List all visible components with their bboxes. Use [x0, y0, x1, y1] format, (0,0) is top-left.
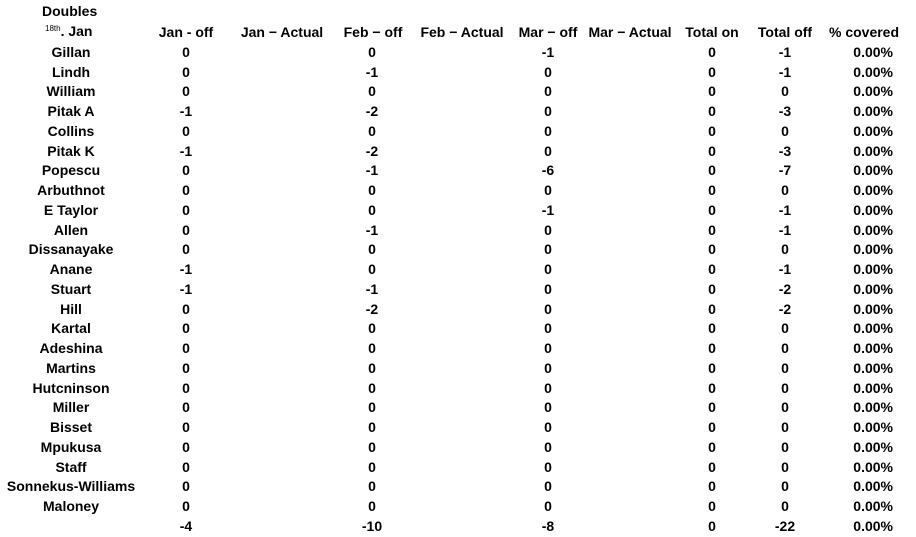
- row-name: Dissanayake: [28, 241, 114, 257]
- table-row-cell-jan-off: 0: [182, 478, 190, 494]
- table-row-cell-total-on: 0: [708, 44, 716, 60]
- table-row-cell-jan-off: 0: [182, 399, 190, 415]
- totals-row-cell-total-off: -22: [774, 518, 796, 534]
- table-row-cell-total-off: 0: [781, 399, 789, 415]
- table-row-cell-total-on: 0: [708, 64, 716, 80]
- table-row-cell-total-on: 0: [708, 182, 716, 198]
- table-row-cell-total-off: -3: [778, 143, 792, 159]
- table-row-cell-mar-off: 0: [544, 399, 552, 415]
- row-name: Gillan: [51, 44, 91, 60]
- column-header: Feb − Actual: [420, 24, 504, 40]
- table-row-cell-total-on: 0: [708, 162, 716, 178]
- totals-row-cell-jan-off: -4: [179, 518, 193, 534]
- table-row-cell-jan-off: 0: [182, 182, 190, 198]
- table-row-cell-covered: 0.00%: [853, 459, 893, 475]
- row-name: Lindh: [51, 64, 91, 80]
- table-row-cell-jan-off: -1: [179, 261, 193, 277]
- table-row-cell-covered: 0.00%: [853, 202, 893, 218]
- row-name: Mpukusa: [40, 439, 102, 455]
- table-row-cell-mar-off: 0: [544, 261, 552, 277]
- table-row-cell-covered: 0.00%: [853, 320, 893, 336]
- table-row-cell-jan-off: -1: [179, 103, 193, 119]
- table-row-cell-jan-off: 0: [182, 44, 190, 60]
- table-row-cell-total-off: -3: [778, 103, 792, 119]
- row-name: Hill: [60, 301, 82, 317]
- column-header: Total off: [757, 24, 813, 40]
- row-name: Anane: [49, 261, 93, 277]
- row-name: Pitak A: [47, 103, 95, 119]
- table-row-cell-jan-off: 0: [182, 360, 190, 376]
- table-row-cell-mar-off: -1: [541, 202, 555, 218]
- row-name: Adeshina: [39, 340, 103, 356]
- table-row-cell-jan-off: 0: [182, 340, 190, 356]
- table-row-cell-mar-off: 0: [544, 143, 552, 159]
- table-row-cell-total-on: 0: [708, 439, 716, 455]
- table-row-cell-total-off: 0: [781, 380, 789, 396]
- row-name: Hutcninson: [32, 380, 110, 396]
- table-row-cell-covered: 0.00%: [853, 162, 893, 178]
- table-row-cell-covered: 0.00%: [853, 478, 893, 494]
- table-row-cell-total-off: -1: [778, 44, 792, 60]
- totals-row-cell-total-on: 0: [708, 518, 716, 534]
- column-header: Jan − Actual: [240, 24, 324, 40]
- table-row-cell-mar-off: 0: [544, 478, 552, 494]
- row-name: Martins: [46, 360, 96, 376]
- table-row-cell-total-off: -2: [778, 281, 792, 297]
- table-row-cell-jan-off: 0: [182, 459, 190, 475]
- table-row-cell-total-off: 0: [781, 459, 789, 475]
- table-row-cell-mar-off: 0: [544, 301, 552, 317]
- table-row-cell-total-on: 0: [708, 360, 716, 376]
- table-row-cell-feb-off: -1: [365, 162, 379, 178]
- table-row-cell-feb-off: 0: [368, 478, 376, 494]
- column-header: Mar − off: [518, 24, 578, 40]
- table-row-cell-total-on: 0: [708, 83, 716, 99]
- table-row-cell-feb-off: 0: [368, 182, 376, 198]
- table-row-cell-total-on: 0: [708, 498, 716, 514]
- table-row-cell-covered: 0.00%: [853, 83, 893, 99]
- totals-row-cell-feb-off: -10: [361, 518, 383, 534]
- table-row-cell-total-off: 0: [781, 182, 789, 198]
- row-name: Kartal: [51, 320, 91, 336]
- column-header: Feb − off: [343, 24, 403, 40]
- table-row-cell-total-off: -1: [778, 202, 792, 218]
- table-row-cell-covered: 0.00%: [853, 281, 893, 297]
- table-row-cell-total-off: 0: [781, 478, 789, 494]
- table-row-cell-jan-off: 0: [182, 419, 190, 435]
- table-row-cell-feb-off: 0: [368, 340, 376, 356]
- table-row-cell-covered: 0.00%: [853, 182, 893, 198]
- table-row-cell-feb-off: 0: [368, 399, 376, 415]
- table-row-cell-total-on: 0: [708, 123, 716, 139]
- table-row-cell-feb-off: 0: [368, 360, 376, 376]
- table-row-cell-feb-off: 0: [368, 459, 376, 475]
- table-row-cell-jan-off: 0: [182, 222, 190, 238]
- table-row-cell-feb-off: -2: [365, 103, 379, 119]
- table-row-cell-total-off: -1: [778, 64, 792, 80]
- table-row-cell-total-off: 0: [781, 123, 789, 139]
- table-row-cell-mar-off: 0: [544, 64, 552, 80]
- table-row-cell-jan-off: -1: [179, 143, 193, 159]
- table-row-cell-covered: 0.00%: [853, 103, 893, 119]
- table-row-cell-total-off: -7: [778, 162, 792, 178]
- table-row-cell-jan-off: 0: [182, 83, 190, 99]
- table-row-cell-feb-off: 0: [368, 320, 376, 336]
- table-row-cell-jan-off: 0: [182, 241, 190, 257]
- table-row-cell-total-on: 0: [708, 281, 716, 297]
- table-row-cell-mar-off: 0: [544, 340, 552, 356]
- table-row-cell-covered: 0.00%: [853, 64, 893, 80]
- table-row-cell-total-on: 0: [708, 320, 716, 336]
- sheet-subtitle: [45, 23, 92, 39]
- table-row-cell-feb-off: 0: [368, 202, 376, 218]
- table-row-cell-mar-off: -1: [541, 44, 555, 60]
- table-row-cell-covered: 0.00%: [853, 261, 893, 277]
- table-row-cell-total-off: 0: [781, 83, 789, 99]
- table-row-cell-jan-off: 0: [182, 439, 190, 455]
- table-row-cell-feb-off: -2: [365, 301, 379, 317]
- table-row-cell-total-on: 0: [708, 340, 716, 356]
- table-row-cell-total-on: 0: [708, 478, 716, 494]
- table-row-cell-jan-off: 0: [182, 64, 190, 80]
- table-row-cell-mar-off: 0: [544, 83, 552, 99]
- totals-row-cell-covered: 0.00%: [853, 518, 893, 534]
- row-name: Arbuthnot: [37, 182, 105, 198]
- table-row-cell-covered: 0.00%: [853, 399, 893, 415]
- table-row-cell-total-on: 0: [708, 143, 716, 159]
- row-name: Stuart: [50, 281, 92, 297]
- table-row-cell-feb-off: -2: [365, 143, 379, 159]
- table-row-cell-mar-off: 0: [544, 182, 552, 198]
- table-row-cell-feb-off: -1: [365, 222, 379, 238]
- table-row-cell-mar-off: 0: [544, 360, 552, 376]
- table-row-cell-feb-off: 0: [368, 498, 376, 514]
- table-row-cell-mar-off: 0: [544, 281, 552, 297]
- table-row-cell-total-off: -2: [778, 301, 792, 317]
- table-row-cell-mar-off: 0: [544, 498, 552, 514]
- table-row-cell-covered: 0.00%: [853, 340, 893, 356]
- table-row-cell-total-on: 0: [708, 301, 716, 317]
- table-row-cell-jan-off: 0: [182, 320, 190, 336]
- table-row-cell-mar-off: 0: [544, 459, 552, 475]
- table-row-cell-covered: 0.00%: [853, 380, 893, 396]
- table-row-cell-covered: 0.00%: [853, 301, 893, 317]
- row-name: E Taylor: [43, 202, 99, 218]
- table-row-cell-total-off: 0: [781, 241, 789, 257]
- table-row-cell-jan-off: -1: [179, 281, 193, 297]
- table-row-cell-total-on: 0: [708, 459, 716, 475]
- table-row-cell-covered: 0.00%: [853, 123, 893, 139]
- row-name: Bisset: [49, 419, 93, 435]
- table-row-cell-mar-off: 0: [544, 123, 552, 139]
- column-header: Jan - off: [158, 24, 214, 40]
- sheet-subtitle-sup: 18th: [45, 24, 61, 33]
- table-row-cell-jan-off: 0: [182, 498, 190, 514]
- row-name: Popescu: [41, 162, 101, 178]
- row-name: William: [46, 83, 96, 99]
- table-row-cell-covered: 0.00%: [853, 143, 893, 159]
- table-row-cell-total-off: 0: [781, 320, 789, 336]
- table-row-cell-covered: 0.00%: [853, 498, 893, 514]
- table-row-cell-total-on: 0: [708, 380, 716, 396]
- row-name: Sonnekus-Williams: [6, 478, 136, 494]
- table-row-cell-mar-off: 0: [544, 439, 552, 455]
- table-row-cell-total-off: -1: [778, 222, 792, 238]
- table-row-cell-covered: 0.00%: [853, 222, 893, 238]
- table-row-cell-jan-off: 0: [182, 380, 190, 396]
- table-row-cell-mar-off: 0: [544, 419, 552, 435]
- table-row-cell-feb-off: 0: [368, 123, 376, 139]
- row-name: Staff: [55, 459, 87, 475]
- table-row-cell-feb-off: 0: [368, 44, 376, 60]
- table-row-cell-mar-off: 0: [544, 320, 552, 336]
- table-row-cell-covered: 0.00%: [853, 419, 893, 435]
- table-row-cell-total-on: 0: [708, 419, 716, 435]
- table-row-cell-feb-off: 0: [368, 83, 376, 99]
- sheet-subtitle-text: . Jan: [60, 23, 93, 39]
- table-row-cell-jan-off: 0: [182, 123, 190, 139]
- table-row-cell-covered: 0.00%: [853, 439, 893, 455]
- table-row-cell-mar-off: 0: [544, 241, 552, 257]
- row-name: Maloney: [42, 498, 100, 514]
- row-name: Pitak K: [47, 143, 95, 159]
- table-row-cell-total-on: 0: [708, 261, 716, 277]
- table-row-cell-mar-off: 0: [544, 103, 552, 119]
- table-row-cell-feb-off: -1: [365, 64, 379, 80]
- table-row-cell-mar-off: 0: [544, 222, 552, 238]
- row-name: Collins: [47, 123, 95, 139]
- table-row-cell-feb-off: 0: [368, 261, 376, 277]
- table-row-cell-total-off: 0: [781, 360, 789, 376]
- table-row-cell-feb-off: 0: [368, 419, 376, 435]
- table-row-cell-mar-off: -6: [541, 162, 555, 178]
- row-name: Miller: [52, 399, 90, 415]
- table-row-cell-total-off: 0: [781, 419, 789, 435]
- table-row-cell-total-off: 0: [781, 340, 789, 356]
- table-row-cell-total-on: 0: [708, 241, 716, 257]
- column-header: Total on: [685, 24, 739, 40]
- table-row-cell-jan-off: 0: [182, 162, 190, 178]
- table-row-cell-covered: 0.00%: [853, 44, 893, 60]
- table-row-cell-covered: 0.00%: [853, 241, 893, 257]
- table-row-cell-total-on: 0: [708, 202, 716, 218]
- table-row-cell-feb-off: 0: [368, 241, 376, 257]
- table-row-cell-total-on: 0: [708, 222, 716, 238]
- table-row-cell-mar-off: 0: [544, 380, 552, 396]
- column-header: % covered: [828, 24, 900, 40]
- sheet-title: Doubles: [42, 3, 98, 19]
- column-header: Mar − Actual: [588, 24, 672, 40]
- table-row-cell-total-on: 0: [708, 399, 716, 415]
- table-row-cell-covered: 0.00%: [853, 360, 893, 376]
- table-row-cell-jan-off: 0: [182, 301, 190, 317]
- table-row-cell-total-on: 0: [708, 103, 716, 119]
- totals-row-cell-mar-off: -8: [541, 518, 555, 534]
- table-row-cell-total-off: 0: [781, 498, 789, 514]
- row-name: Allen: [53, 222, 89, 238]
- table-row-cell-feb-off: 0: [368, 439, 376, 455]
- table-row-cell-total-off: -1: [778, 261, 792, 277]
- table-row-cell-feb-off: 0: [368, 380, 376, 396]
- table-row-cell-feb-off: -1: [365, 281, 379, 297]
- table-row-cell-jan-off: 0: [182, 202, 190, 218]
- table-row-cell-total-off: 0: [781, 439, 789, 455]
